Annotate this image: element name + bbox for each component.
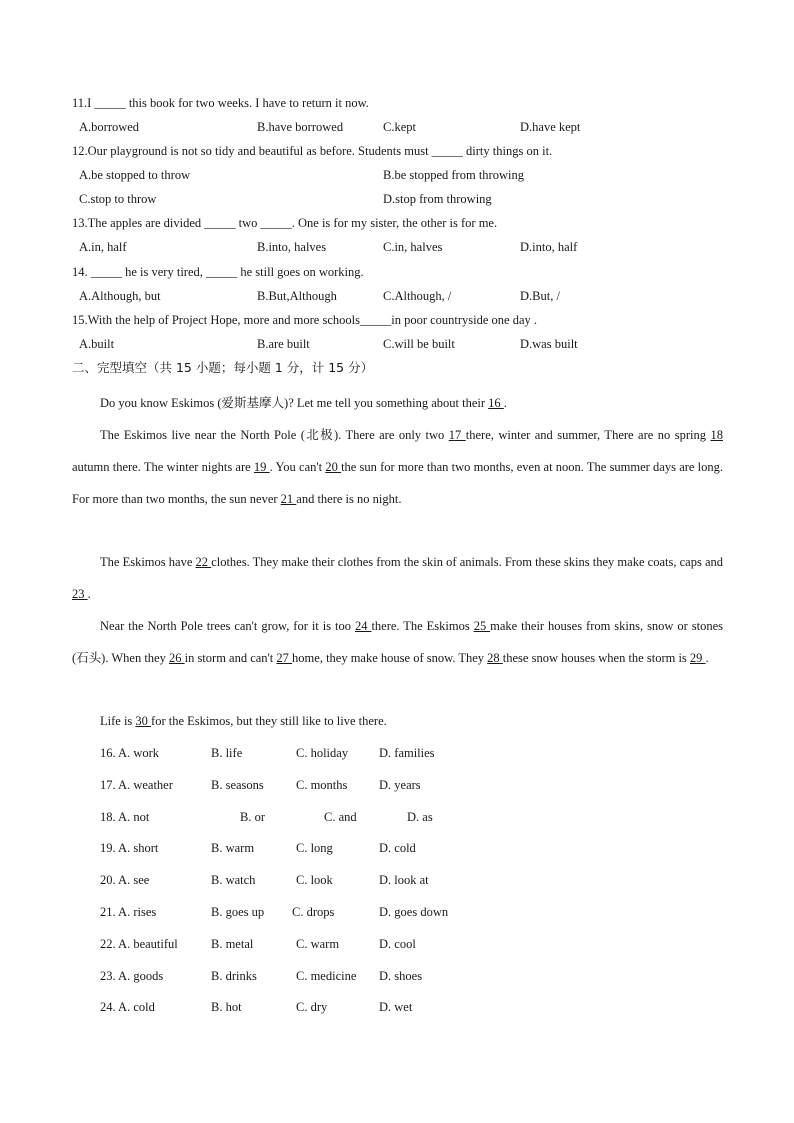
cloze-16-d: D. families bbox=[379, 746, 435, 760]
p1-text-a: Do you know Eskimos (爱斯基摩人)? Let me tell you something about their bbox=[100, 396, 489, 410]
cloze-23-d: D. shoes bbox=[379, 969, 423, 983]
q11-option-b: B.have borrowed bbox=[257, 120, 344, 134]
blank-25: 25 bbox=[473, 619, 491, 633]
q14-option-a: A.Although, but bbox=[79, 289, 161, 303]
p4-text-h: . bbox=[705, 650, 709, 665]
blank-28: 28 bbox=[487, 650, 503, 665]
p4-text-f: home, they make house of snow. They bbox=[292, 650, 488, 665]
blank-16: 16 bbox=[488, 396, 504, 410]
p2-text-f: the sun for more than two months, even at noon. The summer days are long. For more than two months, the sun never bbox=[72, 459, 724, 506]
blank-20: 20 bbox=[325, 459, 342, 474]
cloze-19-c: C. long bbox=[296, 841, 333, 855]
q13-option-b: B.into, halves bbox=[257, 240, 327, 254]
cloze-20-b: B. watch bbox=[211, 873, 256, 887]
p4-text-a: Near the North Pole trees can't grow, for it is too bbox=[100, 619, 355, 633]
p5-text-c: for the Eskimos, but they still like to live there. bbox=[151, 714, 387, 728]
cloze-23-c: C. medicine bbox=[296, 969, 357, 983]
cloze-19-b: B. warm bbox=[211, 841, 255, 855]
cloze-22-b: B. metal bbox=[211, 937, 254, 951]
cloze-21-b: B. goes up bbox=[211, 905, 265, 919]
q14-option-b: B.But,Although bbox=[257, 289, 337, 303]
blank-22: 22 bbox=[195, 555, 212, 569]
q11-option-a: A.borrowed bbox=[79, 120, 140, 134]
q15-option-b: B.are built bbox=[257, 337, 310, 351]
p3-text-c: clothes. They make their clothes from the skin of animals. From these skins they make coats, caps and bbox=[211, 555, 724, 569]
blank-24: 24 bbox=[354, 619, 372, 633]
passage-paragraph-5 bbox=[72, 706, 723, 738]
cloze-24-d: D. wet bbox=[379, 1000, 413, 1014]
blank-18: 18 bbox=[710, 428, 723, 442]
cloze-16-b: B. life bbox=[211, 746, 243, 760]
q12-option-d: D.stop from throwing bbox=[383, 192, 492, 206]
cloze-20-a: 20. A. see bbox=[100, 873, 150, 887]
p1-text-c: . bbox=[503, 396, 507, 410]
passage-paragraph-4 bbox=[72, 611, 723, 675]
cloze-21-d: D. goes down bbox=[379, 905, 449, 919]
cloze-18-b: B. or bbox=[240, 810, 265, 824]
p2-text-d: autumn there. The winter nights are bbox=[72, 459, 254, 474]
cloze-17-c: C. months bbox=[296, 778, 348, 792]
blank-29: 29 bbox=[689, 650, 706, 665]
cloze-20-c: C. look bbox=[296, 873, 333, 887]
q11-option-d: D.have kept bbox=[520, 120, 581, 134]
cloze-18-d: D. as bbox=[407, 810, 433, 824]
question-11-stem: 11.I _____ this book for two weeks. I have to return it now. bbox=[72, 96, 369, 110]
cloze-24-b: B. hot bbox=[211, 1000, 242, 1014]
q14-option-d: D.But, / bbox=[520, 289, 560, 303]
blank-26: 26 bbox=[168, 650, 185, 665]
cloze-24-c: C. dry bbox=[296, 1000, 328, 1014]
p3-text-a: The Eskimos have bbox=[100, 555, 196, 569]
p2-text-c: there, winter and summer, There are no spring bbox=[465, 428, 711, 442]
blank-21: 21 bbox=[280, 491, 297, 506]
cloze-16-c: C. holiday bbox=[296, 746, 349, 760]
cloze-17-d: D. years bbox=[379, 778, 421, 792]
q13-option-a: A.in, half bbox=[79, 240, 127, 254]
cloze-16-a: 16. A. work bbox=[100, 746, 160, 760]
p2-text-g: and there is no night. bbox=[296, 491, 402, 506]
q13-option-c: C.in, halves bbox=[383, 240, 443, 254]
q15-option-c: C.will be built bbox=[383, 337, 455, 351]
cloze-22-c: C. warm bbox=[296, 937, 340, 951]
blank-27: 27 bbox=[276, 650, 293, 665]
cloze-22-d: D. cool bbox=[379, 937, 416, 951]
q12-option-c: C.stop to throw bbox=[79, 192, 157, 206]
blank-19: 19 bbox=[253, 459, 270, 474]
p5-text-a: Life is bbox=[100, 714, 136, 728]
cloze-22-a: 22. A. beautiful bbox=[100, 937, 178, 951]
question-14-stem: 14. _____ he is very tired, _____ he still goes on working. bbox=[72, 265, 364, 279]
question-12-stem: 12.Our playground is not so tidy and beautiful as before. Students must _____ dirty things on it. bbox=[72, 144, 553, 158]
p4-text-d: make their houses from skins, snow or stones (石头). When they bbox=[72, 619, 724, 665]
cloze-20-d: D. look at bbox=[379, 873, 429, 887]
question-15-stem: 15.With the help of Project Hope, more and more schools_____in poor countryside one day . bbox=[72, 313, 538, 327]
cloze-19-a: 19. A. short bbox=[100, 841, 159, 855]
cloze-18-a: 18. A. not bbox=[100, 810, 150, 824]
cloze-19-d: D. cold bbox=[379, 841, 416, 855]
question-13-stem: 13.The apples are divided _____ two _____. One is for my sister, the other is for me. bbox=[72, 216, 498, 230]
section-title: 二、完型填空（共 15 小题；每小题 1 分，计 15 分） bbox=[72, 360, 374, 375]
cloze-24-a: 24. A. cold bbox=[100, 1000, 155, 1014]
p2-text-a: The Eskimos live near the North Pole (北极). There are only two bbox=[100, 428, 449, 442]
q14-option-c: C.Although, / bbox=[383, 289, 452, 303]
p4-text-e: in storm and can't bbox=[184, 650, 277, 665]
q11-option-c: C.kept bbox=[383, 120, 416, 134]
q12-option-b: B.be stopped from throwing bbox=[383, 168, 524, 182]
cloze-17-b: B. seasons bbox=[211, 778, 264, 792]
cloze-21-a: 21. A. rises bbox=[100, 905, 157, 919]
passage-paragraph-1 bbox=[72, 388, 723, 420]
cloze-18-c: C. and bbox=[324, 810, 357, 824]
cloze-23-b: B. drinks bbox=[211, 969, 257, 983]
q13-option-d: D.into, half bbox=[520, 240, 578, 254]
blank-30: 30 bbox=[135, 714, 152, 728]
p3-text-d: . bbox=[87, 586, 91, 601]
q12-option-a: A.be stopped to throw bbox=[79, 168, 191, 182]
p2-text-e: . You can't bbox=[269, 459, 326, 474]
cloze-23-a: 23. A. goods bbox=[100, 969, 164, 983]
passage-paragraph-2 bbox=[72, 420, 723, 515]
passage-paragraph-3 bbox=[72, 547, 723, 611]
q15-option-a: A.built bbox=[79, 337, 115, 351]
blank-23: 23 bbox=[72, 586, 88, 601]
blank-17: 17 bbox=[448, 428, 466, 442]
cloze-21-c: C. drops bbox=[292, 905, 335, 919]
p4-text-g: these snow houses when the storm is bbox=[502, 650, 690, 665]
q15-option-d: D.was built bbox=[520, 337, 578, 351]
cloze-17-a: 17. A. weather bbox=[100, 778, 173, 792]
p4-text-c: there. The Eskimos bbox=[371, 619, 474, 633]
